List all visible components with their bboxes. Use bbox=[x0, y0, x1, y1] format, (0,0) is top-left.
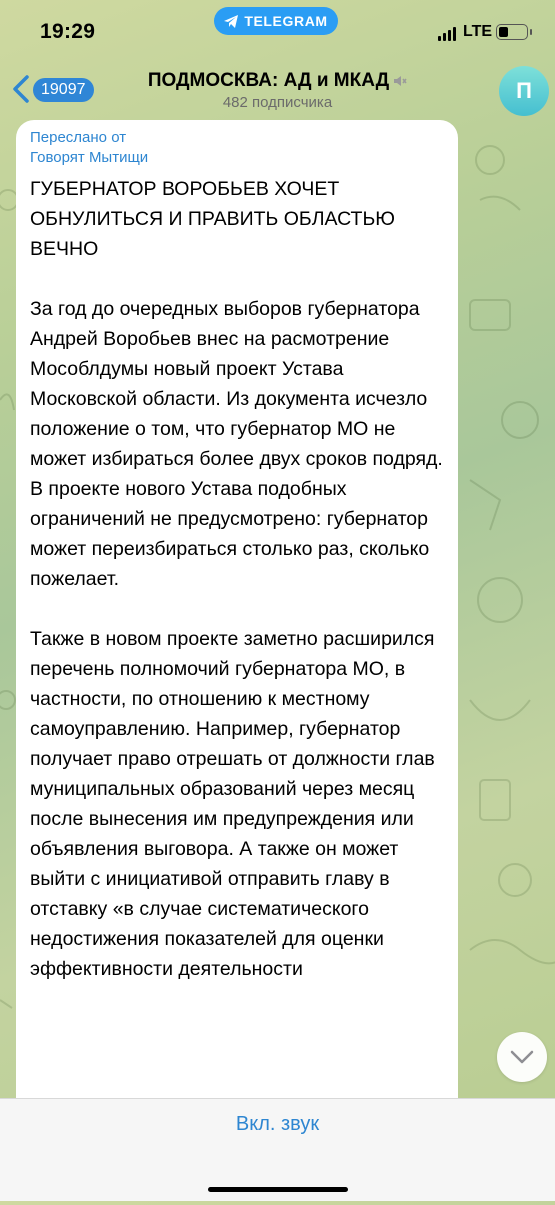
subscriber-count: 482 подписчика bbox=[222, 94, 333, 111]
channel-title-wrap[interactable] bbox=[0, 70, 555, 92]
message-paragraph: За год до очередных выборов губернатора Андрей Воробьев внес на расмотрение Мособлдумы новый проект Устава Московской области. Из документа исчезло положение о том, что губернатор МО не может избираться более двух сроков подряд. В проекте нового Устава подобных ограничений не предусмотрено: губернатор может переизбираться столько раз, сколько пожелает. bbox=[30, 298, 443, 590]
scroll-down-button[interactable] bbox=[497, 1032, 547, 1082]
battery-icon bbox=[496, 24, 528, 40]
signal-icon bbox=[438, 27, 456, 41]
status-time: 19:29 bbox=[40, 20, 96, 43]
home-indicator[interactable] bbox=[208, 1187, 348, 1192]
speaker-muted-icon bbox=[393, 74, 407, 88]
message-text bbox=[30, 174, 446, 984]
avatar[interactable]: П bbox=[499, 66, 549, 116]
chevron-down-icon bbox=[510, 1050, 534, 1064]
status-bar bbox=[0, 0, 555, 66]
unmute-button[interactable]: Вкл. звук bbox=[235, 1113, 320, 1135]
message-headline: ГУБЕРНАТОР ВОРОБЬЕВ ХОЧЕТ ОБНУЛИТЬСЯ И ПРАВИТЬ ОБЛАСТЬЮ ВЕЧНО bbox=[30, 178, 395, 260]
message-bubble[interactable] bbox=[16, 120, 458, 1100]
chat-header bbox=[0, 66, 555, 116]
channel-title: ПОДМОСКВА: АД и МКАД bbox=[147, 70, 390, 91]
bottom-bar bbox=[0, 1098, 555, 1201]
unread-count-badge[interactable]: 19097 bbox=[33, 78, 94, 102]
forwarded-from-link[interactable]: Говорят Мытищи bbox=[30, 149, 149, 166]
forwarded-label: Переслано от bbox=[30, 129, 127, 146]
app-pill-label: TELEGRAM bbox=[244, 13, 328, 29]
message-paragraph: Также в новом проекте заметно расширился перечень полномочий губернатора МО, в частности, по отношению к местному самоуправлению. Например, губернатор получает право отрешать от должности глав муниципальных образований через месяц после вынесения им предупреждения или объявления выговора. А также он может выйти с инициативой отправить главу в отставку «в случае систематического недостижения показателей для оценки эффективности деятельности bbox=[30, 628, 435, 980]
network-label: LTE bbox=[463, 23, 493, 40]
return-to-app-pill[interactable] bbox=[214, 7, 338, 35]
paper-plane-icon bbox=[224, 15, 238, 28]
